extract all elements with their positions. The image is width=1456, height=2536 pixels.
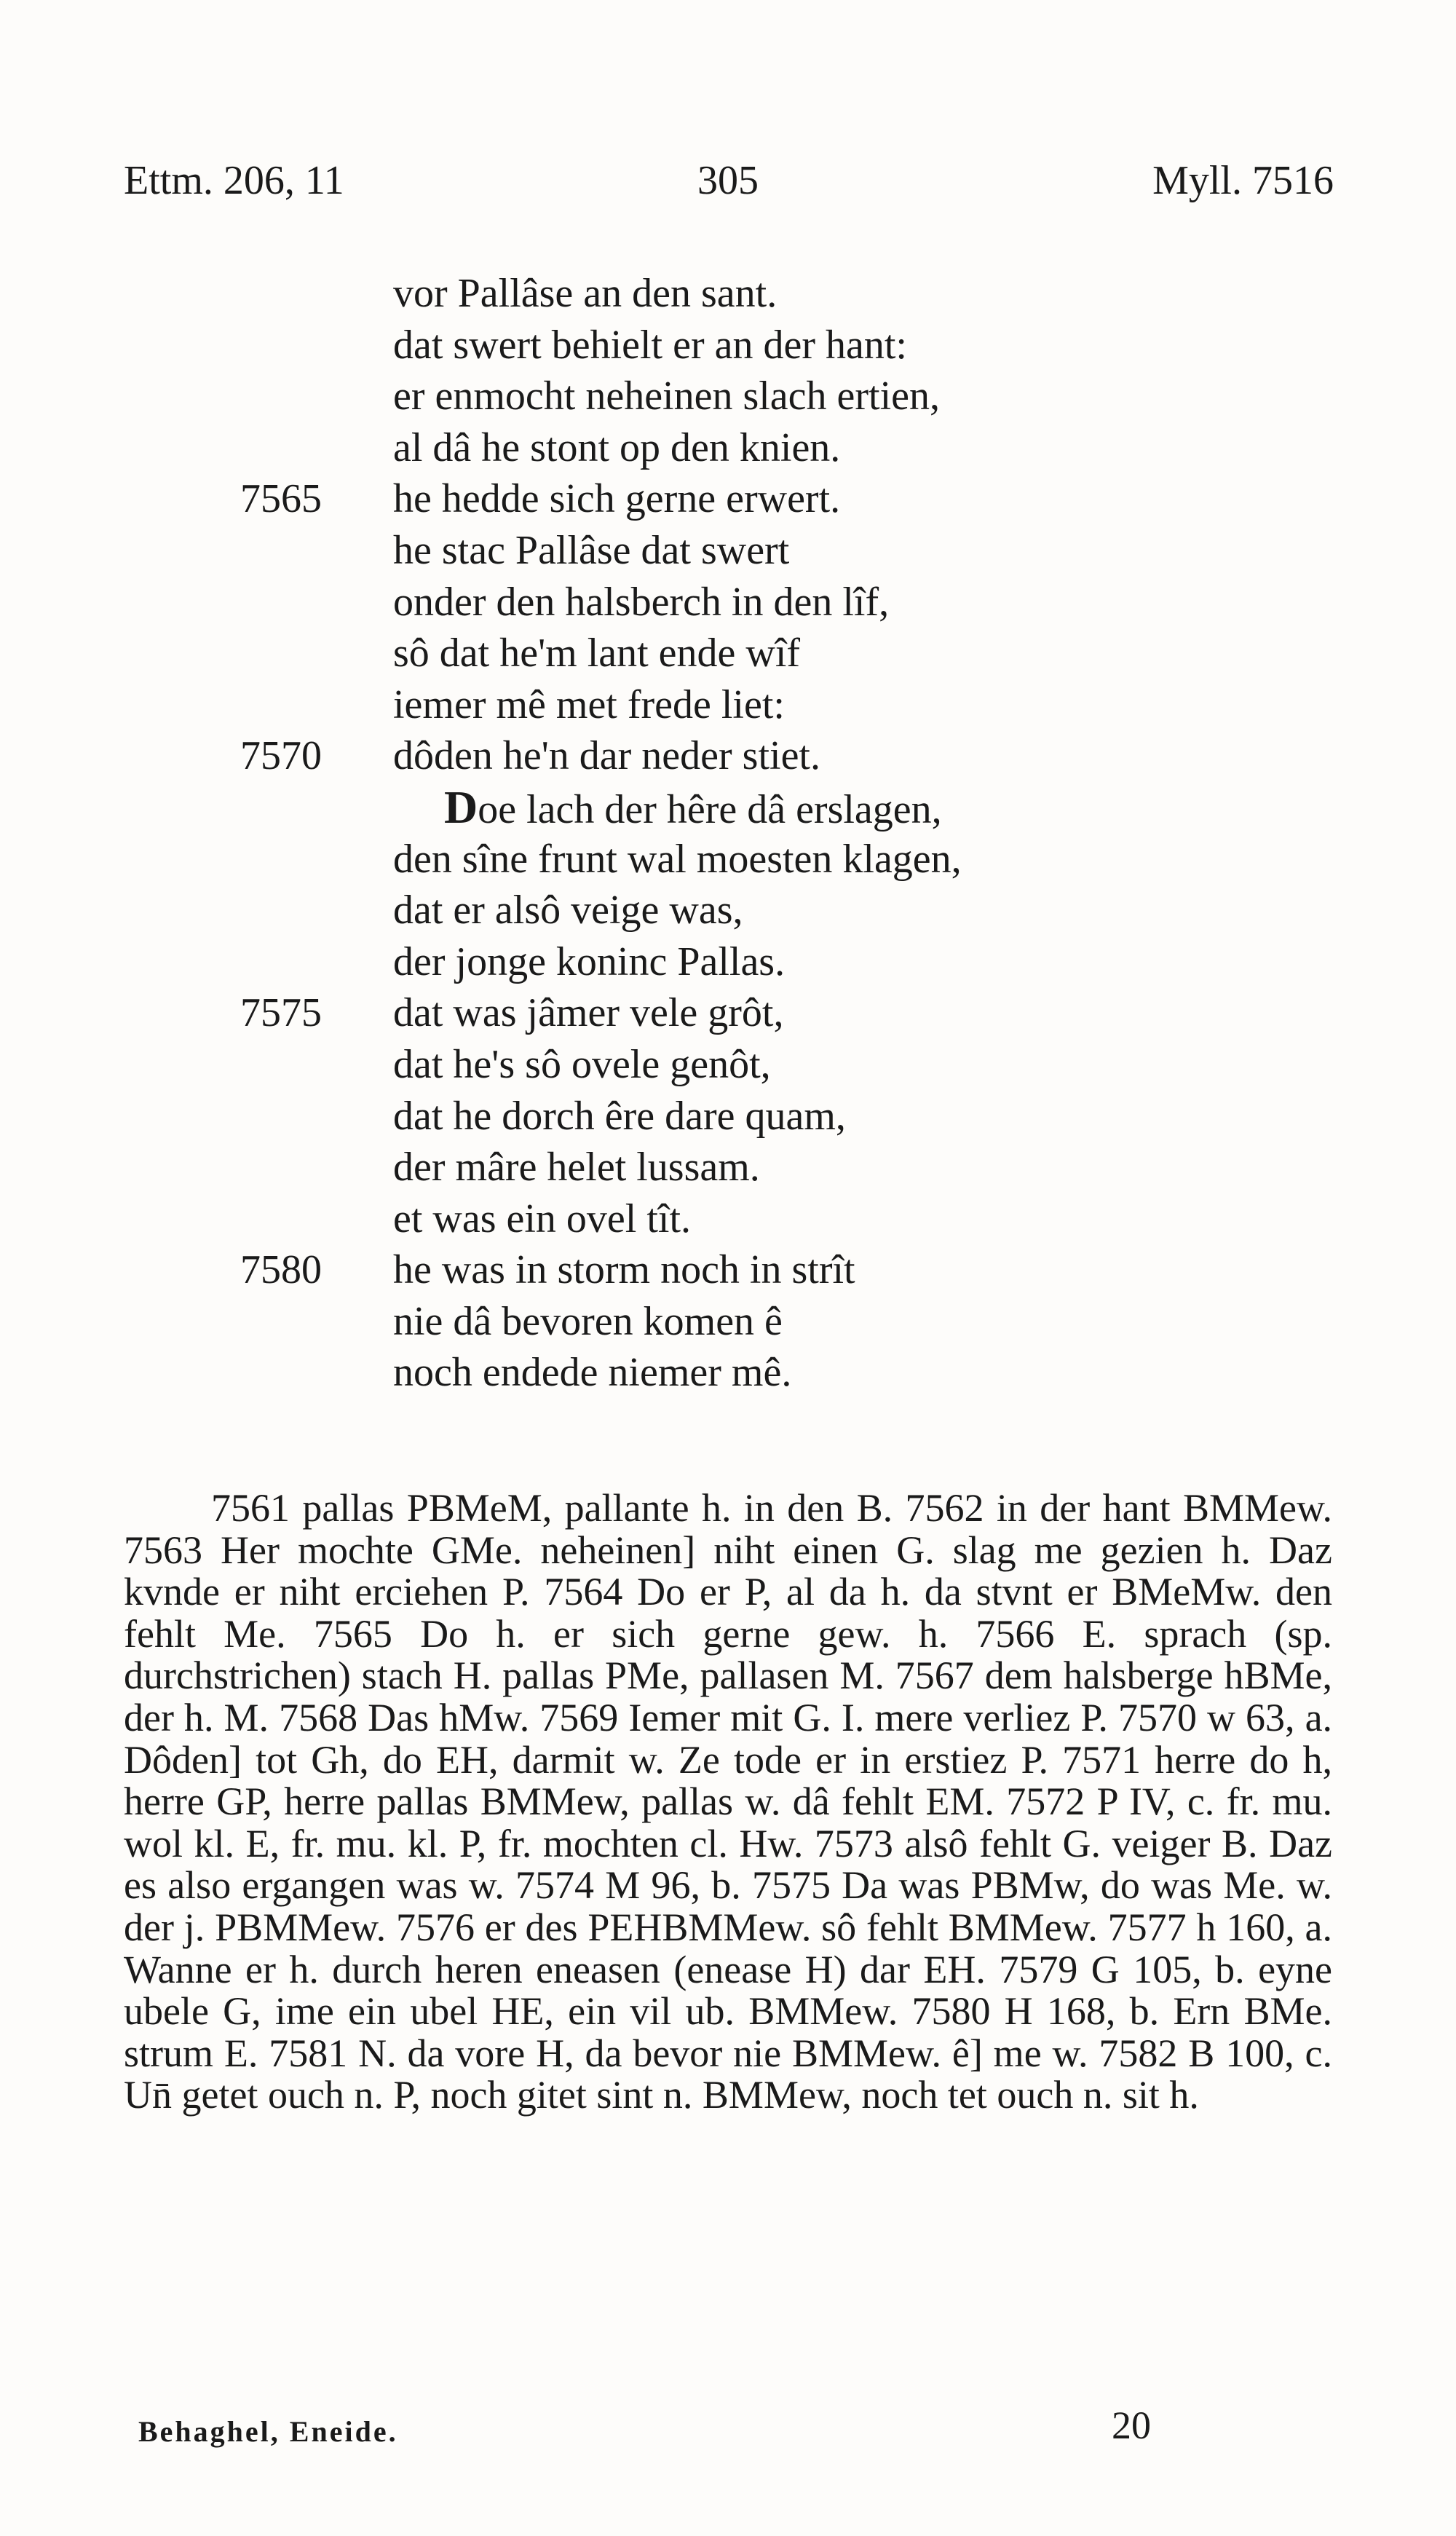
verse-line	[0, 371, 1456, 422]
verse-line-text: onder den halsberch in den lîf,	[393, 579, 890, 625]
verse-line-text: noch endede niemer mê.	[393, 1350, 792, 1396]
apparatus-entry: 7563 Her mochte GMe. neheinen] niht einen G. slag me gezien h. Daz kvnde er niht erciehen P.	[124, 1528, 1332, 1614]
footer-signature: Behaghel, Eneide.	[138, 2415, 398, 2448]
verse-line-text: dat was jâmer vele grôt,	[393, 990, 784, 1036]
verse-line-text: iemer mê met frede liet:	[393, 682, 785, 727]
apparatus-entry: 7580 H 168, b. Ern BMe. strum E.	[124, 1989, 1333, 2075]
verse-line-text: sô dat he'm lant ende wîf	[393, 631, 801, 676]
verse-line	[0, 987, 1456, 1039]
apparatus-entry: 7570 w 63, a. Dôden] tot Gh, do EH, darmit w. Ze tode er in erstiez P.	[124, 1695, 1333, 1782]
verse-line-text: dat er alsô veige was,	[393, 888, 743, 933]
verse-line-text: dôden he'n dar neder stiet.	[393, 733, 820, 779]
verse-line-text: vor Pallâse an den sant.	[393, 271, 778, 316]
verse-line	[0, 422, 1456, 474]
verse-line	[0, 320, 1456, 371]
verse-line	[0, 936, 1456, 988]
apparatus-entry: 7564 Do er P, al da h. da stvnt er BMeMw. den fehlt Me.	[124, 1570, 1333, 1656]
apparatus-entry: 7572 P IV, c. fr. mu. wol kl. E, fr. mu. kl. P, fr. mochten cl. Hw.	[124, 1779, 1332, 1865]
verse-text	[0, 268, 1456, 1399]
verse-line-text: er enmocht neheinen slach ertien,	[393, 374, 940, 419]
apparatus-entry: 7581 N. da vore H, da bevor nie BMMew. ê] me w.	[269, 2031, 1088, 2075]
apparatus-entry: 7569 Iemer mit G. I. mere verliez P.	[539, 1695, 1108, 1739]
critical-apparatus	[124, 1488, 1332, 2117]
verse-line	[0, 1193, 1456, 1245]
line-number: 7570	[240, 733, 322, 779]
verse-line	[0, 782, 1456, 834]
verse-line	[0, 1142, 1456, 1193]
verse-line-text: nie dâ bevoren komen ê	[393, 1298, 783, 1344]
verse-line-text: den sîne frunt wal moesten klagen,	[393, 836, 962, 882]
verse-line	[0, 1296, 1456, 1348]
line-number: 7575	[240, 990, 322, 1036]
apparatus-entry: 7567 dem halsberge hBMe, der h. M.	[124, 1654, 1333, 1739]
verse-line-text: dat he's sô ovele genôt,	[393, 1041, 771, 1087]
verse-line-text: dat swert behielt er an der hant:	[393, 322, 907, 368]
apparatus-entry: 7562 in der hant BMMew.	[905, 1486, 1332, 1530]
line-number: 7580	[240, 1247, 322, 1293]
verse-line-text: der jonge koninc Pallas.	[393, 939, 786, 984]
header-right-reference: Myll. 7516	[1152, 158, 1334, 203]
initial-letter: D	[444, 781, 478, 833]
apparatus-entry: 7571 herre do h, herre GP, herre pallas BMMew, pallas w. dâ fehlt EM.	[124, 1737, 1333, 1824]
apparatus-entry: 7574 M 96, b.	[515, 1863, 741, 1908]
verse-line-text	[444, 782, 942, 835]
verse-line	[0, 1347, 1456, 1399]
verse-line-text: he was in storm noch in strît	[393, 1247, 855, 1293]
verse-line	[0, 885, 1456, 936]
verse-line	[0, 473, 1456, 525]
verse-line	[0, 628, 1456, 679]
header-left-reference: Ettm. 206, 11	[124, 158, 344, 203]
apparatus-entry: 7579 G 105, b. eyne ubele G, ime ein ubel HE, ein vil ub. BMMew.	[124, 1947, 1333, 2034]
apparatus-entry: 7582 B 100, c. Un̄ getet ouch n. P, noch gitet sint n. BMMew, noch tet ouch n. sit h.	[124, 2031, 1332, 2117]
sheet-number: 20	[1112, 2403, 1151, 2447]
verse-line-text: et was ein ovel tît.	[393, 1196, 692, 1241]
verse-line-text: he hedde sich gerne erwert.	[393, 476, 841, 522]
verse-line	[0, 730, 1456, 782]
line-number: 7565	[240, 476, 322, 522]
verse-line-text: al dâ he stont op den knien.	[393, 424, 841, 470]
verse-line	[0, 834, 1456, 885]
verse-line-text: der mâre helet lussam.	[393, 1145, 760, 1190]
verse-line	[0, 1091, 1456, 1142]
verse-line-rest: oe lach der hêre dâ erslagen,	[478, 786, 942, 832]
apparatus-entry: 7575 Da was PBMw, do was Me. w. der j. PBMMew.	[124, 1863, 1332, 1949]
verse-line	[0, 525, 1456, 577]
verse-line	[0, 679, 1456, 731]
verse-line-text: dat he dorch êre dare quam,	[393, 1093, 846, 1139]
apparatus-entry: 7565 Do h. er sich gerne gew. h.	[313, 1611, 949, 1656]
apparatus-entry: 7561 pallas PBMeM, pallante h. in den B.	[211, 1486, 893, 1530]
apparatus-paragraph	[124, 1488, 1332, 2117]
apparatus-entry: 7577 h 160, a. Wanne er h. durch heren eneasen (enease H) dar EH.	[124, 1905, 1333, 1991]
verse-line	[0, 268, 1456, 320]
apparatus-entry: 7568 Das hMw.	[279, 1695, 530, 1739]
verse-line	[0, 1244, 1456, 1296]
apparatus-entry: 7576 er des PEHBMMew. sô fehlt BMMew.	[395, 1905, 1098, 1949]
apparatus-entry: 7573 alsô fehlt G. veiger B. Daz es also ergangen was w.	[124, 1821, 1333, 1908]
verse-line-text: he stac Pallâse dat swert	[393, 527, 790, 573]
verse-line	[0, 1039, 1456, 1091]
verse-line	[0, 577, 1456, 628]
page-number: 305	[697, 158, 759, 203]
apparatus-entry: 7566 E. sprach (sp. durchstrichen) stach H. pallas PMe, pallasen M.	[124, 1611, 1332, 1698]
